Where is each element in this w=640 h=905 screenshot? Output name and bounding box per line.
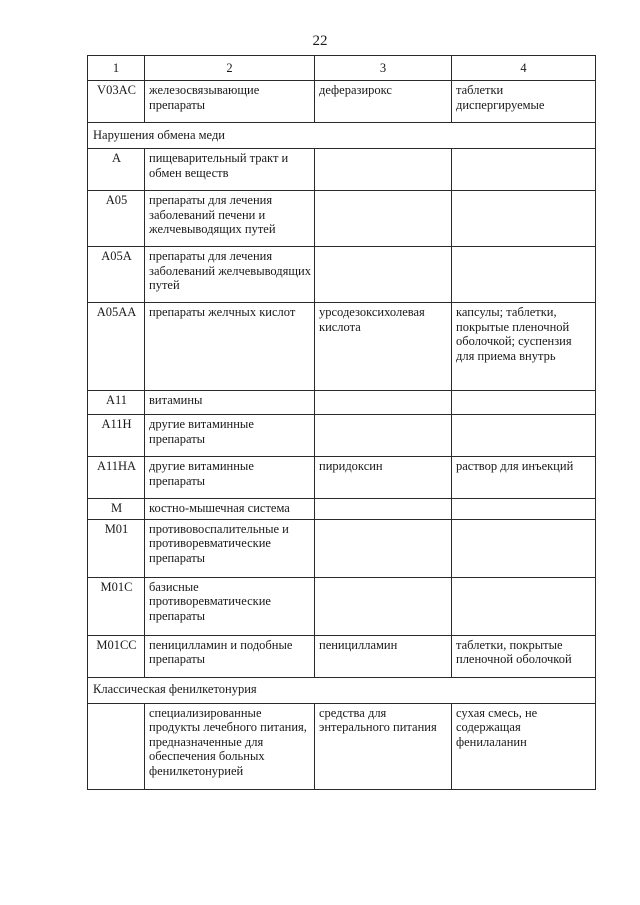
group-name-cell: препараты желчных кислот — [145, 303, 315, 391]
table-row — [88, 391, 596, 415]
dosage-form-cell: таблетки диспергируемые — [452, 81, 596, 123]
atc-code-cell — [88, 703, 145, 789]
group-name-cell: противовоспалительные и противоревматические препараты — [145, 519, 315, 577]
substance-cell — [315, 247, 452, 303]
substance-cell — [315, 577, 452, 635]
group-name-cell: препараты для лечения заболеваний желчевыводящих путей — [145, 247, 315, 303]
group-name-cell: другие витаминные препараты — [145, 457, 315, 499]
dosage-form-cell — [452, 247, 596, 303]
dosage-form-cell — [452, 499, 596, 520]
section-title: Классическая фенилкетонурия — [88, 677, 596, 703]
table-row — [88, 499, 596, 520]
group-name-cell: костно-мышечная система — [145, 499, 315, 520]
dosage-form-cell — [452, 149, 596, 191]
column-number-cell: 4 — [452, 56, 596, 81]
substance-cell: пеницилламин — [315, 635, 452, 677]
group-name-cell: базисные противоревматические препараты — [145, 577, 315, 635]
table-row — [88, 519, 596, 577]
group-name-cell: специализированные продукты лечебного питания, предназначенные для обеспечения больных фенилкетонурией — [145, 703, 315, 789]
table-row — [88, 191, 596, 247]
substance-cell: пиридоксин — [315, 457, 452, 499]
atc-code-cell: A11HA — [88, 457, 145, 499]
table-row — [88, 149, 596, 191]
group-name-cell: пеницилламин и подобные препараты — [145, 635, 315, 677]
column-number-cell: 3 — [315, 56, 452, 81]
substance-cell — [315, 499, 452, 520]
table-row — [88, 247, 596, 303]
dosage-form-cell — [452, 519, 596, 577]
dosage-form-cell: сухая смесь, не содержащая фенилаланин — [452, 703, 596, 789]
group-name-cell: пищеварительный тракт и обмен веществ — [145, 149, 315, 191]
atc-code-cell: M01CC — [88, 635, 145, 677]
page-number: 22 — [312, 33, 328, 49]
dosage-form-cell: таблетки, покрытые пленочной оболочкой — [452, 635, 596, 677]
table-row — [88, 635, 596, 677]
dosage-form-cell — [452, 577, 596, 635]
table-row — [88, 457, 596, 499]
drug-table — [87, 55, 596, 790]
table-row — [88, 415, 596, 457]
table-row — [88, 703, 596, 789]
group-name-cell: другие витаминные препараты — [145, 415, 315, 457]
column-number-row — [88, 56, 596, 81]
dosage-form-cell — [452, 391, 596, 415]
atc-code-cell: A11H — [88, 415, 145, 457]
substance-cell — [315, 149, 452, 191]
atc-code-cell: A05A — [88, 247, 145, 303]
group-name-cell: витамины — [145, 391, 315, 415]
substance-cell: урсодезоксихолевая кислота — [315, 303, 452, 391]
substance-cell: средства для энтерального питания — [315, 703, 452, 789]
section-header-row — [88, 677, 596, 703]
atc-code-cell: A05 — [88, 191, 145, 247]
dosage-form-cell: раствор для инъекций — [452, 457, 596, 499]
substance-cell: деферазирокс — [315, 81, 452, 123]
substance-cell — [315, 519, 452, 577]
atc-code-cell: M01 — [88, 519, 145, 577]
table-row — [88, 577, 596, 635]
atc-code-cell: A05AA — [88, 303, 145, 391]
table-row — [88, 303, 596, 391]
substance-cell — [315, 191, 452, 247]
dosage-form-cell: капсулы; таблетки, покрытые пленочной оболочкой; суспензия для приема внутрь — [452, 303, 596, 391]
table-row — [88, 81, 596, 123]
atc-code-cell: A — [88, 149, 145, 191]
section-header-row — [88, 123, 596, 149]
column-number-cell: 1 — [88, 56, 145, 81]
atc-code-cell: M — [88, 499, 145, 520]
substance-cell — [315, 415, 452, 457]
group-name-cell: препараты для лечения заболеваний печени и желчевыводящих путей — [145, 191, 315, 247]
atc-code-cell: A11 — [88, 391, 145, 415]
group-name-cell: железосвязывающие препараты — [145, 81, 315, 123]
section-title: Нарушения обмена меди — [88, 123, 596, 149]
atc-code-cell: M01C — [88, 577, 145, 635]
substance-cell — [315, 391, 452, 415]
column-number-cell: 2 — [145, 56, 315, 81]
atc-code-cell: V03AC — [88, 81, 145, 123]
dosage-form-cell — [452, 191, 596, 247]
dosage-form-cell — [452, 415, 596, 457]
